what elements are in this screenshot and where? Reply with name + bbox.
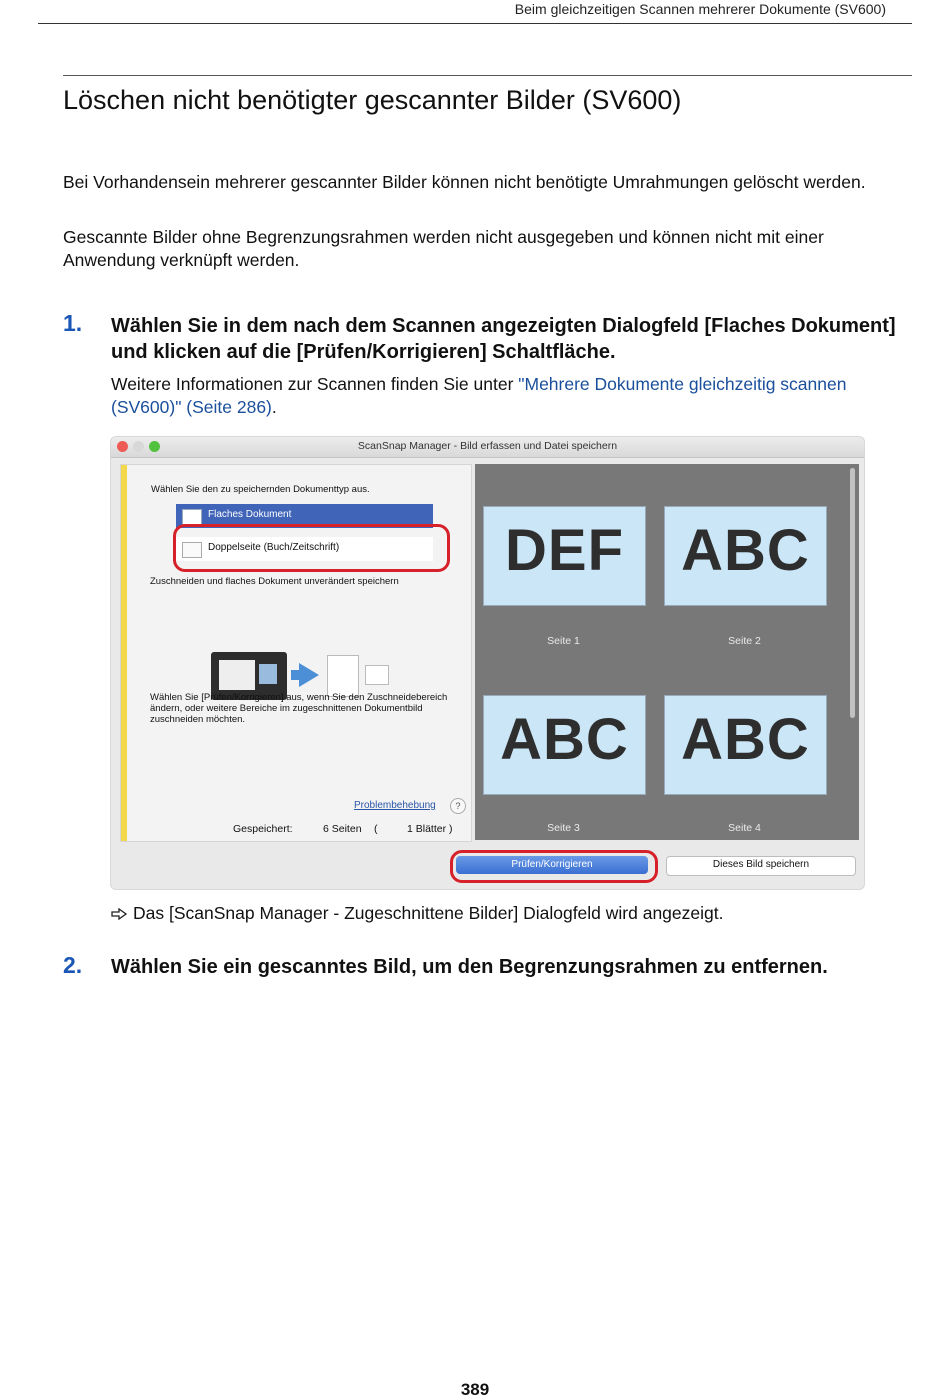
thumbnail-page-2[interactable] <box>664 506 827 606</box>
highlight-ring-option <box>173 524 450 572</box>
thumbnail-label: Seite 3 <box>547 822 580 834</box>
window-titlebar <box>111 437 864 458</box>
saved-label: Gespeichert: <box>233 823 293 835</box>
flow-arrow-icon <box>299 663 319 687</box>
thumbnail-text: ABC <box>681 707 810 772</box>
document-type-panel <box>120 464 472 842</box>
step-1-info-prefix: Weitere Informationen zur Scannen finden Sie unter <box>111 374 519 394</box>
thumbnail-page-3[interactable] <box>483 695 646 795</box>
flat-document-icon <box>182 509 202 525</box>
output-card-icon <box>365 665 389 685</box>
scanned-document-shape <box>219 660 255 690</box>
accent-bar <box>121 465 127 841</box>
thumbnail-label: Seite 4 <box>728 822 761 834</box>
thumbnail-scrollbar[interactable] <box>850 468 855 718</box>
output-page-icon <box>327 655 359 697</box>
save-image-button[interactable]: Dieses Bild speichern <box>666 856 856 876</box>
thumbnail-text: ABC <box>500 707 629 772</box>
page-title: Löschen nicht benötigter gescannter Bilder (SV600) <box>63 85 682 115</box>
step-1-info <box>111 373 901 419</box>
step-1-info-link[interactable]: "Mehrere Dokumente gleichzeitig scannen (SV600)" (Seite 286) <box>111 374 847 417</box>
header-rule <box>38 23 912 24</box>
window-title: ScanSnap Manager - Bild erfassen und Datei speichern <box>357 440 618 452</box>
thumbnail-panel <box>475 464 859 840</box>
step-2-text: Wählen Sie ein gescanntes Bild, um den Begrenzungsrahmen zu entfernen. <box>111 956 828 978</box>
check-correct-button[interactable]: Prüfen/Korrigieren <box>456 856 648 874</box>
scansnap-window <box>111 437 864 889</box>
option-double-page-label: Doppelseite (Buch/Zeitschrift) <box>208 542 340 553</box>
step-1-result <box>111 903 723 924</box>
document-type-prompt: Wählen Sie den zu speichernden Dokumenttyp aus. <box>151 484 370 495</box>
thumbnail-text: ABC <box>681 518 810 583</box>
hint-line-3: zuschneiden möchten. <box>150 714 246 725</box>
option-description: Zuschneiden und flaches Dokument unverändert speichern <box>150 576 399 587</box>
running-header: Beim gleichzeitigen Scannen mehrerer Dokumente (SV600) <box>514 1 886 17</box>
thumbnail-page-1[interactable] <box>483 506 646 606</box>
intro-paragraph-2: Gescannte Bilder ohne Begrenzungsrahmen werden nicht ausgegeben und können nicht mit einer Anwendung verknüpft werden. <box>63 227 824 270</box>
question-icon[interactable]: ? <box>450 798 466 814</box>
step-1-result-text: Das [ScanSnap Manager - Zugeschnittene Bilder] Dialogfeld wird angezeigt. <box>133 903 724 923</box>
page-number: 389 <box>460 1380 490 1399</box>
scanner-screen-shape <box>259 664 277 684</box>
thumbnail-label: Seite 1 <box>547 635 580 647</box>
hint-line-1: Wählen Sie [Prüfen/Korrigieren] aus, wenn Sie den Zuschneidebereich <box>150 692 448 703</box>
step-1-info-suffix: . <box>271 397 277 417</box>
step-2-number: 2. <box>63 952 83 978</box>
step-1-text: Wählen Sie in dem nach dem Scannen angezeigten Dialogfeld [Flaches Dokument] und klicken auf die [Prüfen/Korrigieren] Schaltfläche. <box>111 315 896 363</box>
saved-pages: 6 Seiten <box>323 823 362 835</box>
intro-paragraph-1: Bei Vorhandensein mehrerer gescannter Bilder können nicht benötigte Umrahmungen gelöscht werden. <box>63 172 866 192</box>
thumbnail-text: DEF <box>505 518 624 583</box>
hint-line-2: ändern, oder weitere Bereiche im zugeschnittenen Dokumentbild <box>150 703 423 714</box>
saved-sheets: 1 Blätter ) <box>407 823 453 835</box>
thumbnail-label: Seite 2 <box>728 635 761 647</box>
title-rule <box>63 75 912 76</box>
thumbnail-page-4[interactable] <box>664 695 827 795</box>
troubleshooting-link[interactable]: Problembehebung <box>354 800 436 811</box>
option-flat-document-label: Flaches Dokument <box>208 509 292 520</box>
saved-paren: ( <box>374 823 378 835</box>
step-1-number: 1. <box>63 310 83 336</box>
highlight-ring-button <box>450 850 658 883</box>
hollow-right-arrow-icon <box>111 903 133 924</box>
